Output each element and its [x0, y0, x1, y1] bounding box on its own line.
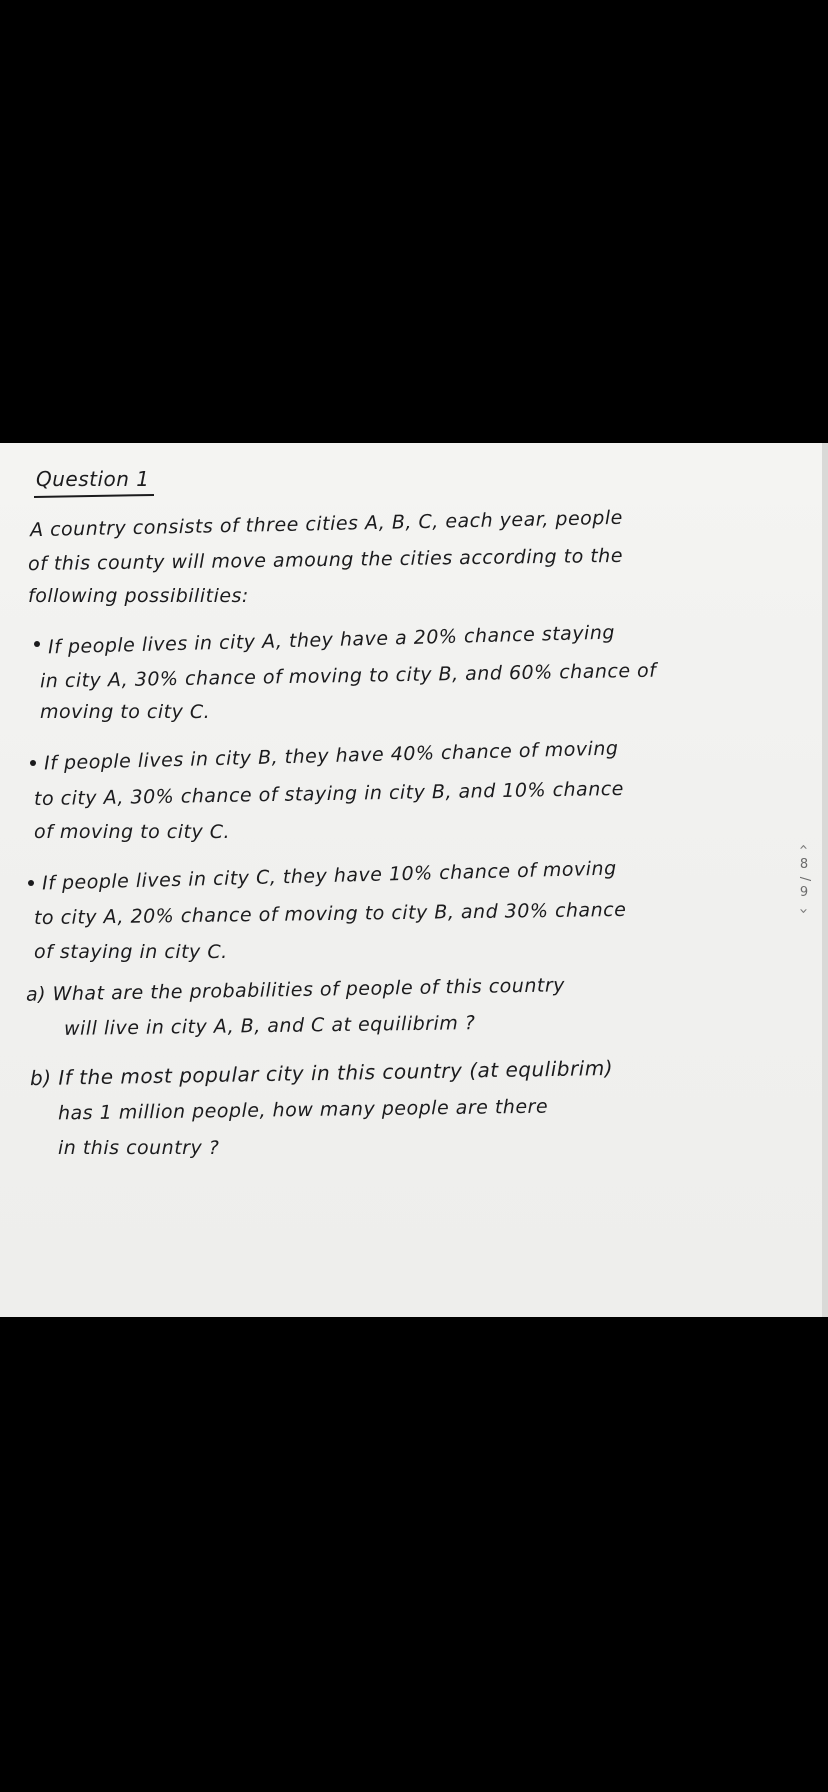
bullet-c-line: of staying in city C.	[34, 941, 228, 963]
bullet-dot	[34, 641, 40, 647]
bullet-dot	[28, 880, 34, 886]
total-page-number: 9	[799, 885, 809, 900]
bullet-c-line: If people lives in city C, they have 10% chance of moving	[41, 857, 617, 895]
page-separator: /	[797, 876, 812, 882]
part-b-line: b) If the most popular city in this country (at equlibrim)	[29, 1055, 614, 1091]
intro-line: of this county will move amoung the cities according to the	[27, 544, 624, 576]
bullet-dot	[30, 760, 36, 766]
bullet-a-line: moving to city C.	[40, 701, 211, 723]
page-down-icon[interactable]: ›	[795, 908, 813, 914]
page-edge	[822, 443, 828, 1317]
part-a-line: will live in city A, B, and C at equilibrim ?	[63, 1012, 476, 1040]
bullet-c-line: to city A, 20% chance of moving to city B, and 30% chance	[33, 898, 627, 930]
bullet-b-line: of moving to city C.	[34, 821, 231, 843]
part-a-line: a) What are the probabilities of people of this country	[25, 974, 566, 1006]
intro-line: A country consists of three cities A, B, C, each year, people	[29, 506, 624, 542]
page-indicator	[794, 838, 814, 948]
intro-line: following possibilities:	[28, 585, 249, 607]
part-b-line: has 1 million people, how many people are there	[57, 1095, 549, 1125]
title-underline	[34, 494, 154, 498]
bullet-a-line: in city A, 30% chance of moving to city B, and 60% chance of	[39, 659, 657, 693]
bullet-b-line: to city A, 30% chance of staying in city B, and 10% chance	[33, 777, 625, 811]
question-title: Question 1	[36, 467, 150, 491]
note-page	[0, 443, 828, 1317]
bullet-a-line: If people lives in city A, they have a 20% chance staying	[47, 621, 616, 659]
bullet-b-line: If people lives in city B, they have 40% chance of moving	[43, 737, 619, 775]
current-page-number: 8	[799, 857, 809, 872]
page-up-icon[interactable]: ‹	[795, 844, 813, 850]
part-b-line: in this country ?	[58, 1137, 220, 1159]
